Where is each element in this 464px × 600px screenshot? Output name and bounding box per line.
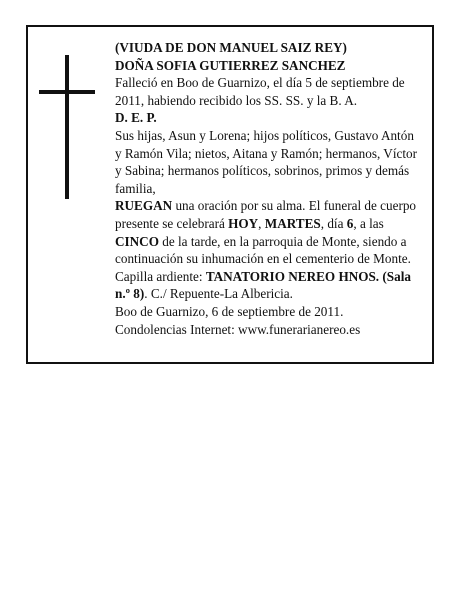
cinco-word: CINCO	[115, 233, 159, 249]
cross-vertical-bar	[65, 55, 69, 199]
martes-word: MARTES	[264, 215, 321, 231]
dep-line: D. E. P.	[115, 110, 157, 126]
ruegan-word: RUEGAN	[115, 198, 173, 214]
widow-line: (VIUDA DE DON MANUEL SAIZ REY)	[115, 40, 347, 55]
condolences-line: Condolencias Internet: www.funerarianereo.es	[115, 321, 361, 337]
funeral-paragraph: RUEGAN una oración por su alma. El funeral de cuerpo presente se celebrará HOY, MARTES, día 6, a las CINCO de la tarde, en la parroquia de Monte, siendo a continuación su inhumación en el cementerio de Monte.	[115, 198, 417, 267]
family-paragraph: Sus hijas, Asun y Lorena; hijos políticos, Gustavo Antón y Ramón Vila; nietos, Aitana y Ramón; hermanos, Víctor y Sabina; hermanos políticos, sobrinos, primos y demás familia,	[115, 127, 417, 196]
death-paragraph: Falleció en Boo de Guarnizo, el día 5 de septiembre de 2011, habiendo recibido los SS. SS. y la B. A.	[115, 75, 405, 108]
chapel-room: (Sala n.º 8)	[115, 268, 411, 302]
cross-horizontal-bar	[39, 90, 95, 94]
chapel-place: TANATORIO NEREO HNOS.	[205, 268, 380, 284]
obituary-notice	[26, 25, 434, 364]
cross-icon	[39, 55, 95, 199]
notice-text	[115, 39, 423, 338]
date-line: Boo de Guarnizo, 6 de septiembre de 2011.	[115, 303, 344, 319]
deceased-name: DOÑA SOFIA GUTIERREZ SANCHEZ	[115, 57, 346, 73]
hoy-word: HOY	[228, 215, 259, 231]
day-number: 6	[346, 215, 354, 231]
chapel-paragraph: Capilla ardiente: TANATORIO NEREO HNOS. (Sala n.º 8). C./ Repuente-La Albericia.	[115, 268, 411, 302]
